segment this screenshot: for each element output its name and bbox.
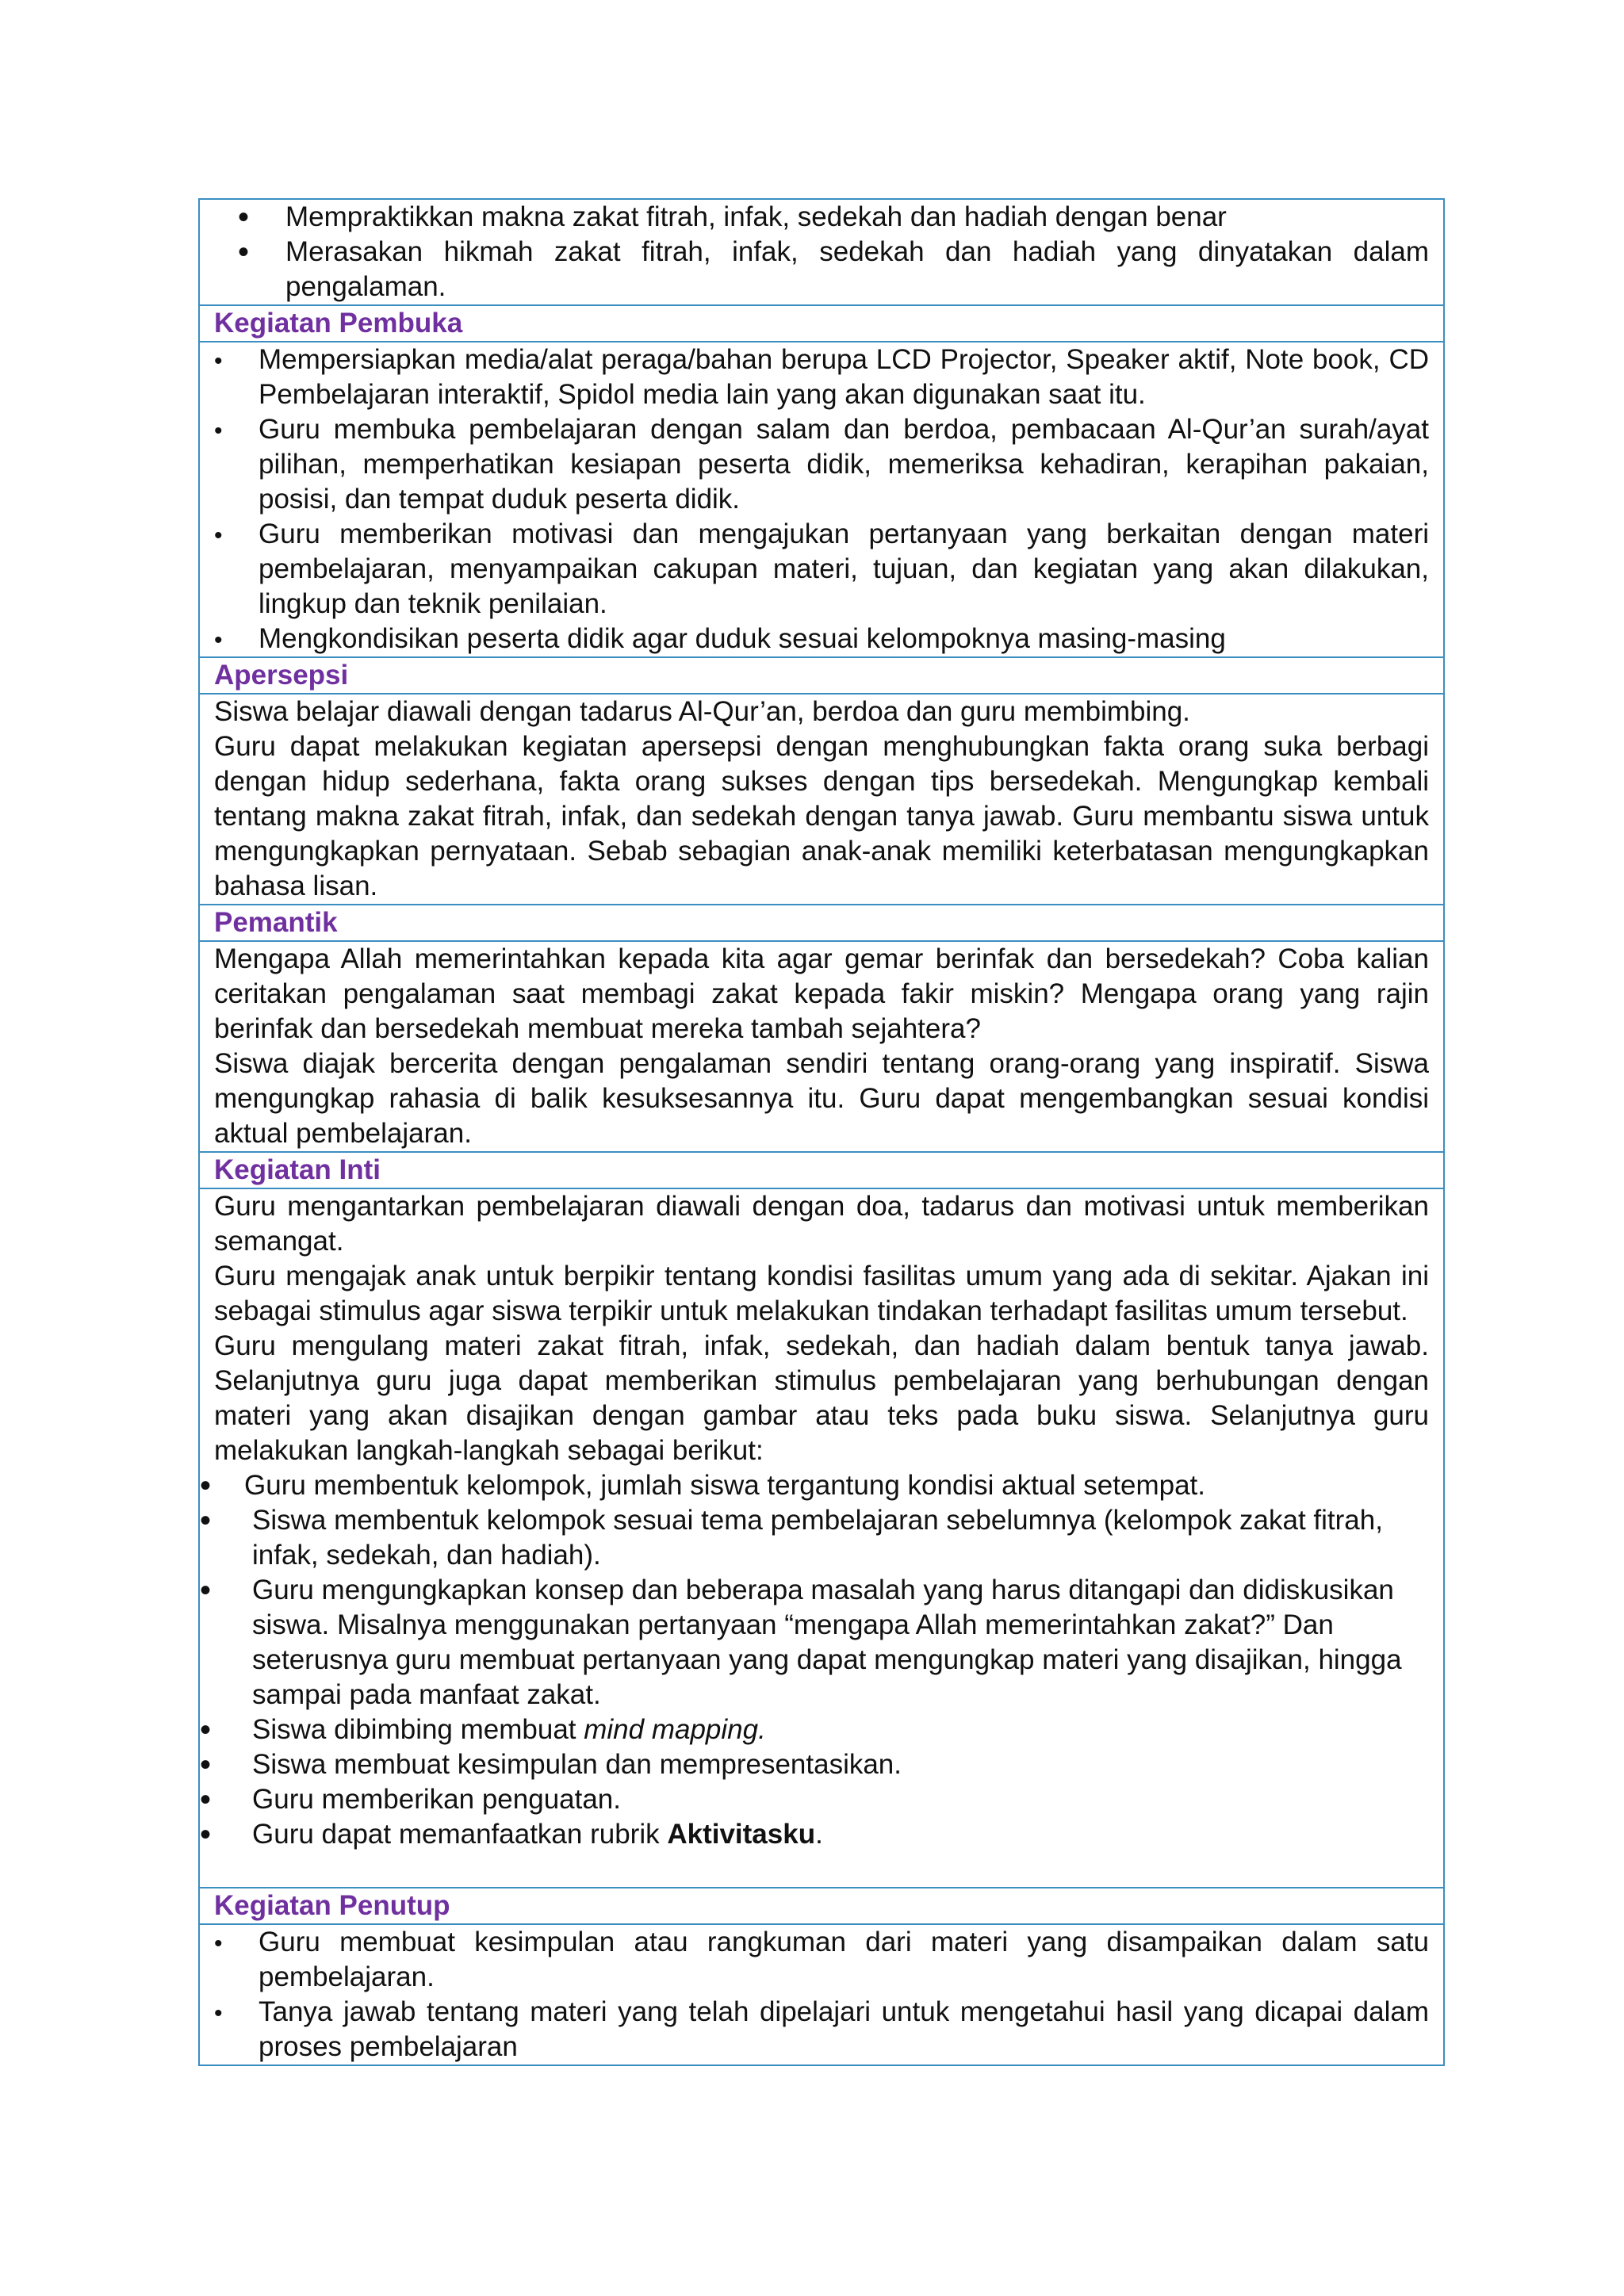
paragraph: Guru dapat melakukan kegiatan apersepsi dengan menghubungkan fakta orang suka berbagi dengan hidup sederhana, fakta orang sukses dengan tips bersedekah. Mengungkap kembali tentang makna zakat fitrah, infak, dan sedekah dengan tanya jawab. Guru membantu siswa untuk mengungkapkan pernyataan. Sebab sebagian anak-anak memiliki keterbatasan mengungkapkan bahasa lisan. [214, 731, 1429, 901]
list-item [200, 1782, 1429, 1817]
list-item [214, 1995, 1429, 2064]
section-title-pemantik: Pemantik [200, 904, 1443, 940]
bullet-icon [214, 342, 246, 379]
list-item [200, 1817, 1429, 1852]
list-item [238, 200, 1429, 235]
pemantik-row [200, 940, 1443, 1151]
penutup-list [214, 1925, 1429, 2064]
pembuka-row [200, 341, 1443, 656]
pembuka-list [214, 342, 1429, 656]
section-title-penutup: Kegiatan Penutup [200, 1887, 1443, 1923]
bullet-icon [200, 1817, 232, 1854]
mind-mapping-term: mind mapping. [584, 1714, 766, 1745]
list-item [200, 1468, 1429, 1503]
list-item-text: Merasakan hikmah zakat fitrah, infak, sedekah dan hadiah yang dinyatakan dalam pengalaman. [285, 236, 1429, 302]
list-item [214, 517, 1429, 622]
bullet-icon [214, 517, 246, 553]
lesson-plan-table [198, 198, 1445, 2066]
spacer [214, 1852, 1429, 1887]
intro-list [214, 200, 1429, 304]
paragraph: Siswa belajar diawali dengan tadarus Al-Qur’an, berdoa dan guru membimbing. [214, 696, 1190, 727]
penutup-row [200, 1923, 1443, 2064]
paragraph: Guru mengantarkan pembelajaran diawali dengan doa, tadarus dan motivasi untuk memberikan semangat. [214, 1191, 1429, 1257]
list-item-text: Mempraktikkan makna zakat fitrah, infak, sedekah dan hadiah dengan benar [285, 201, 1227, 232]
list-item-text: . [815, 1819, 823, 1850]
bullet-icon [214, 622, 246, 658]
list-item [214, 622, 1429, 656]
bullet-icon [200, 1468, 232, 1505]
list-item-text: Guru membentuk kelompok, jumlah siswa tergantung kondisi aktual setempat. [244, 1470, 1205, 1501]
section-title-apersepsi: Apersepsi [200, 656, 1443, 693]
aktivitasku-term: Aktivitasku [667, 1819, 816, 1850]
paragraph: Mengapa Allah memerintahkan kepada kita agar gemar berinfak dan bersedekah? Coba kalian ceritakan pengalaman saat membagi zakat kepada fakir miskin? Mengapa orang yang rajin berinfak dan bersedekah membuat mereka tambah sejahtera? [214, 943, 1429, 1044]
intro-row [200, 200, 1443, 304]
bullet-icon [200, 1573, 232, 1609]
list-item-text: Siswa membentuk kelompok sesuai tema pembelajaran sebelumnya (kelompok zakat fitrah, infak, sedekah, dan hadiah). [252, 1505, 1383, 1571]
bullet-icon [200, 1747, 232, 1784]
list-item [200, 1573, 1429, 1712]
bullet-icon [214, 1995, 246, 2031]
list-item [200, 1503, 1429, 1573]
paragraph: Siswa diajak bercerita dengan pengalaman sendiri tentang orang-orang yang inspiratif. Siswa mengungkap rahasia di balik kesuksesannya itu. Guru dapat mengembangkan sesuai kondisi aktual pembelajaran. [214, 1048, 1429, 1149]
list-item [214, 342, 1429, 412]
list-item [214, 1925, 1429, 1995]
list-item-text: Mengkondisikan peserta didik agar duduk sesuai kelompoknya masing-masing [259, 623, 1226, 654]
bullet-icon [200, 1503, 232, 1540]
list-item [200, 1712, 1429, 1747]
list-item-text: Siswa membuat kesimpulan dan mempresentasikan. [252, 1749, 902, 1780]
list-item [238, 235, 1429, 304]
list-item-text: Siswa dibimbing membuat [252, 1714, 584, 1745]
list-item [214, 412, 1429, 517]
list-item-text: Guru membuka pembelajaran dengan salam dan berdoa, pembacaan Al-Qur’an surah/ayat pilihan, memperhatikan kesiapan peserta didik, memeriksa kehadiran, kerapihan pakaian, posisi, dan tempat duduk peserta didik. [259, 414, 1429, 515]
section-title-pembuka: Kegiatan Pembuka [200, 304, 1443, 341]
paragraph: Guru mengajak anak untuk berpikir tentang kondisi fasilitas umum yang ada di sekitar. Ajakan ini sebagai stimulus agar siswa terpikir untuk melakukan tindakan terhadapt fasilitas umum tersebut. [214, 1261, 1429, 1326]
bullet-icon [200, 1782, 232, 1819]
list-item-text: Guru dapat memanfaatkan rubrik [252, 1819, 668, 1850]
apersepsi-row [200, 693, 1443, 904]
bullet-icon [214, 412, 246, 449]
bullet-icon [214, 1925, 246, 1961]
list-item-text: Guru mengungkapkan konsep dan beberapa masalah yang harus ditangapi dan didiskusikan siswa. Misalnya menggunakan pertanyaan “mengapa Allah memerintahkan zakat?” Dan seterusnya guru membuat pertanyaan yang dapat mengungkap materi yang disajikan, hingga sampai pada manfaat zakat. [252, 1575, 1402, 1710]
list-item-text: Mempersiapkan media/alat peraga/bahan berupa LCD Projector, Speaker aktif, Note book, CD Pembelajaran interaktif, Spidol media lain yang akan digunakan saat itu. [259, 344, 1429, 410]
bullet-icon [200, 1712, 232, 1749]
list-item-text: Guru memberikan motivasi dan mengajukan pertanyaan yang berkaitan dengan materi pembelajaran, menyampaikan cakupan materi, tujuan, dan kegiatan yang akan dilakukan, lingkup dan teknik penilaian. [259, 519, 1429, 619]
inti-list [200, 1468, 1429, 1852]
list-item [200, 1747, 1429, 1782]
bullet-icon [238, 200, 270, 236]
list-item-text: Tanya jawab tentang materi yang telah dipelajari untuk mengetahui hasil yang dicapai dalam proses pembelajaran [259, 1996, 1429, 2062]
paragraph: Guru mengulang materi zakat fitrah, infak, sedekah, dan hadiah dalam bentuk tanya jawab. Selanjutnya guru juga dapat memberikan stimulus pembelajaran yang berhubungan dengan materi yang akan disajikan dengan gambar atau teks pada buku siswa. Selanjutnya guru melakukan langkah-langkah sebagai berikut: [214, 1330, 1429, 1466]
section-title-inti: Kegiatan Inti [200, 1151, 1443, 1188]
list-item-text: Guru membuat kesimpulan atau rangkuman dari materi yang disampaikan dalam satu pembelajaran. [259, 1927, 1429, 1992]
inti-row [200, 1188, 1443, 1887]
bullet-icon [238, 235, 270, 271]
list-item-text: Guru memberikan penguatan. [252, 1784, 621, 1815]
